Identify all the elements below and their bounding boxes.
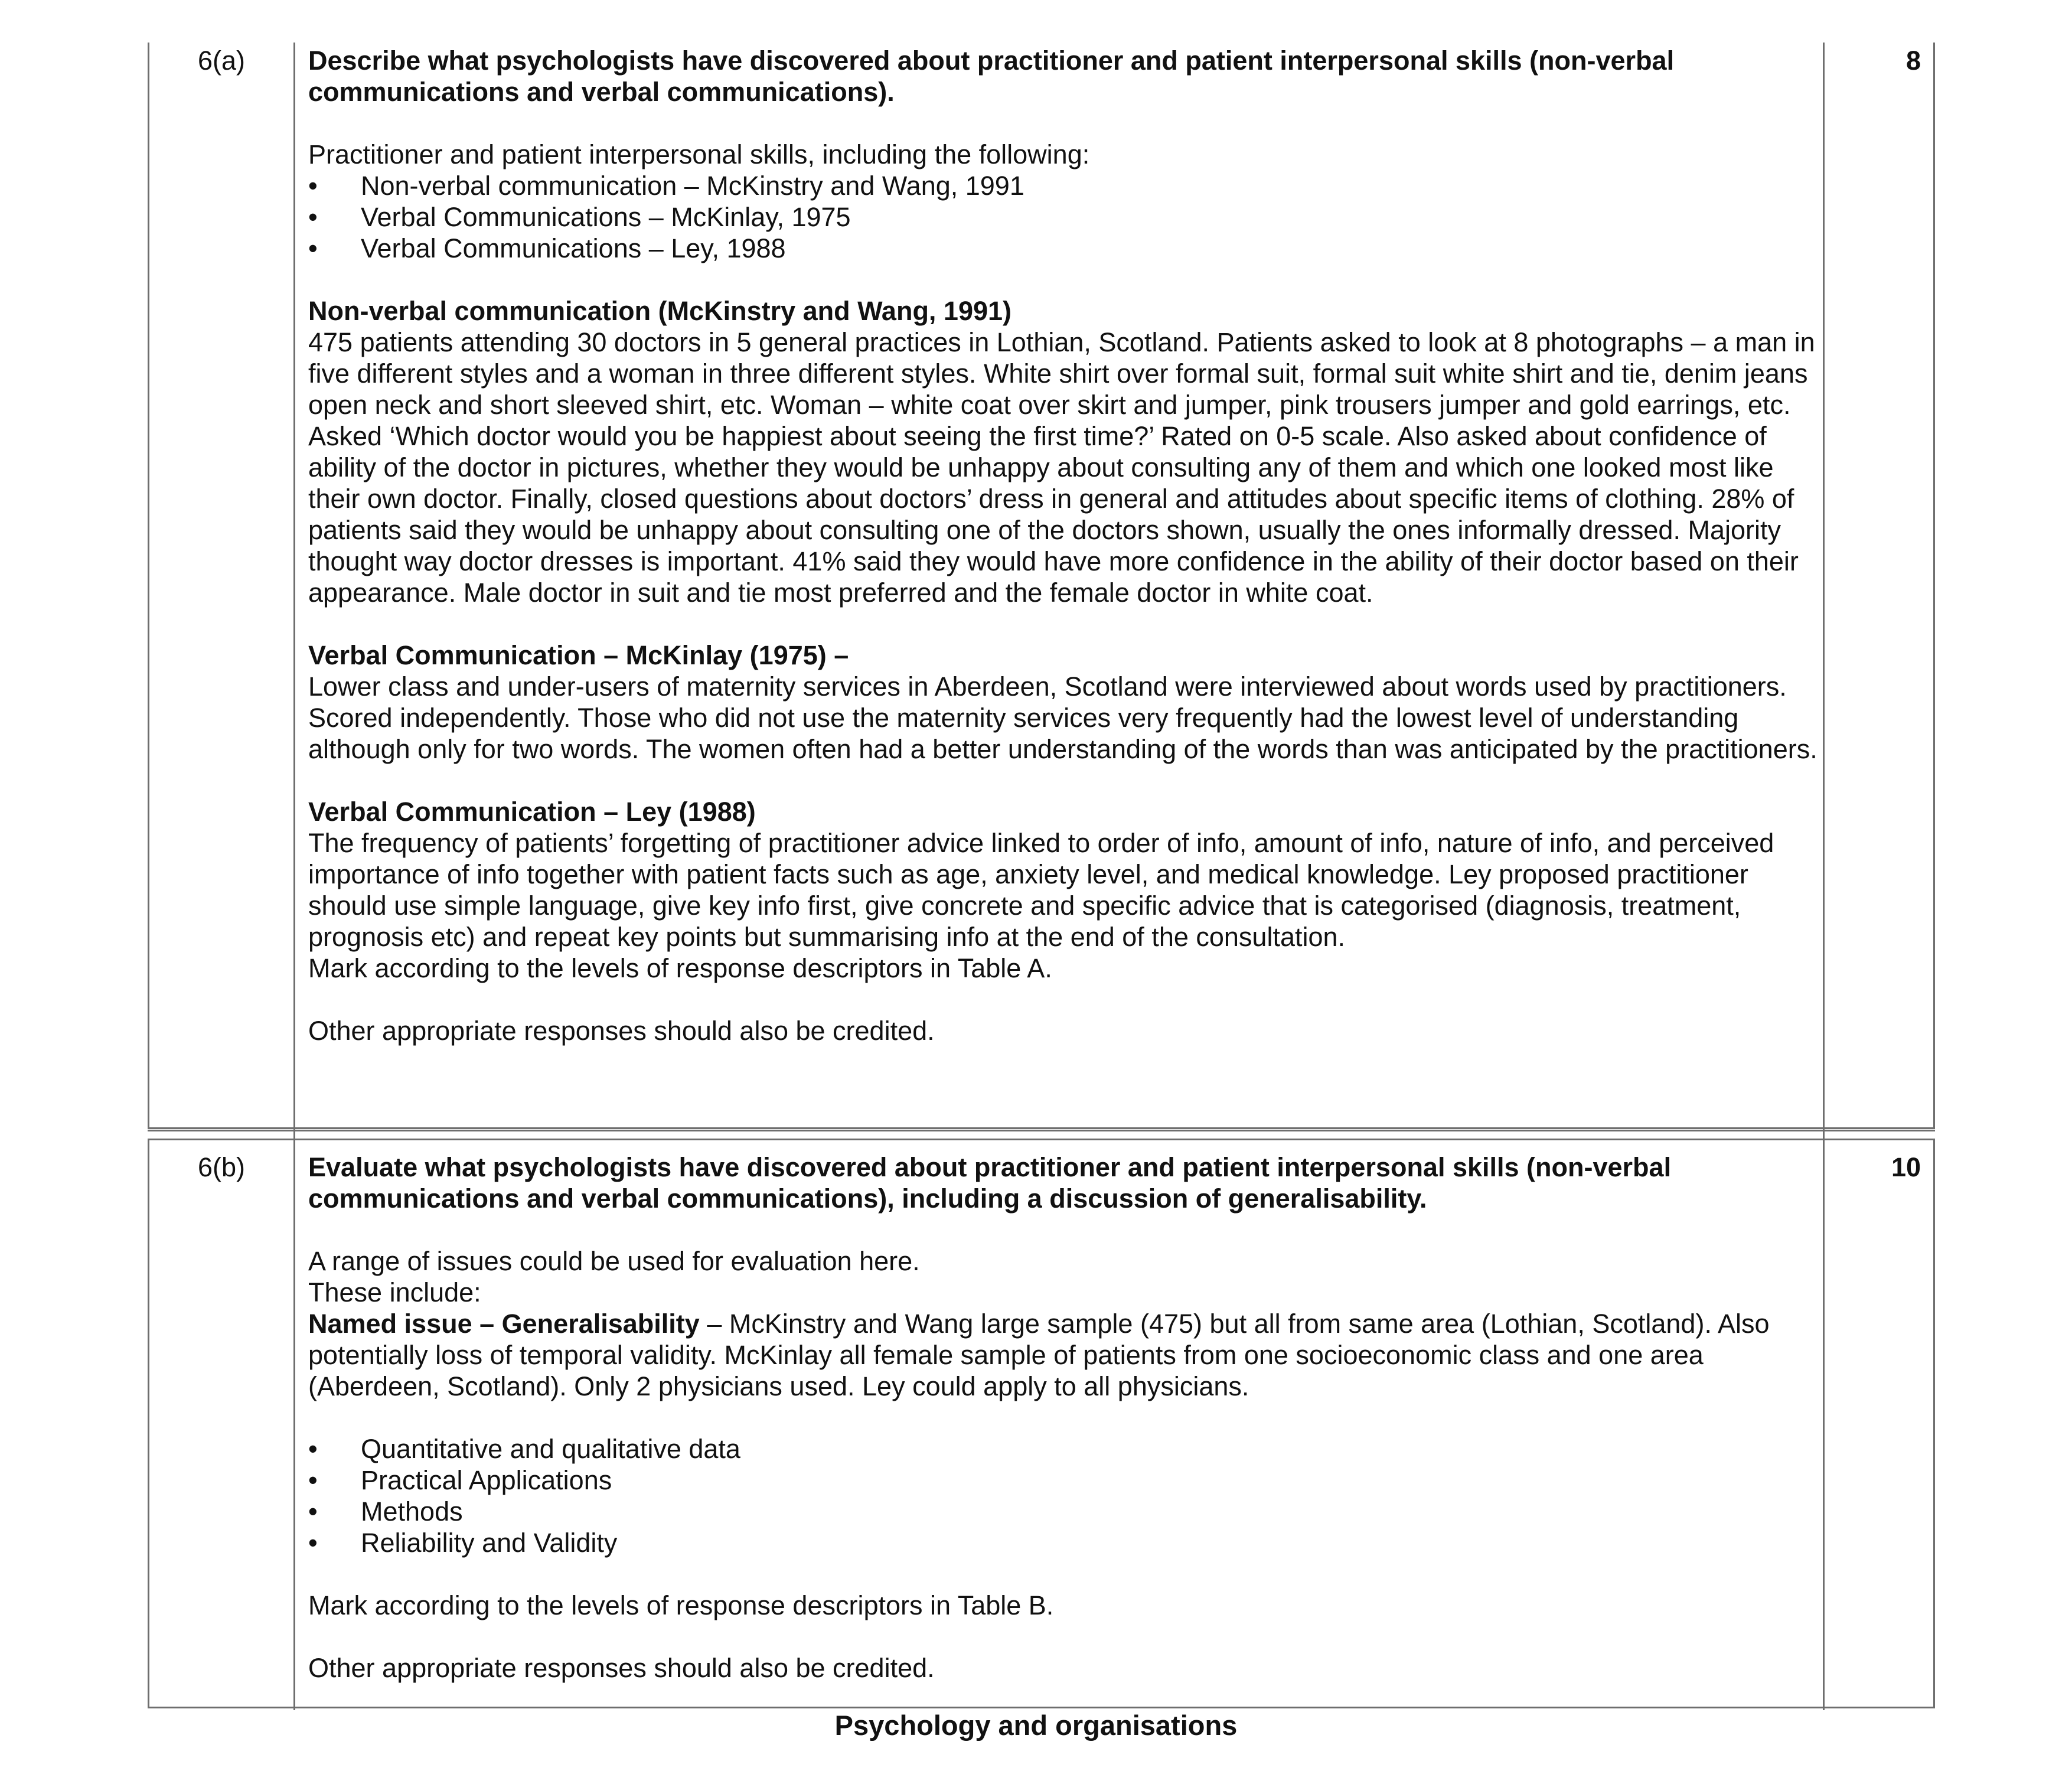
question-text-6a: Describe what psychologists have discovered about practitioner and patient interpersonal skills (non-verbal communications and verbal communications). [308, 45, 1675, 107]
closing-note-6b: Other appropriate responses should also be credited. [308, 1653, 935, 1683]
section-title: Psychology and organisations [834, 1710, 1238, 1741]
section-heading-ley: Verbal Communication – Ley (1988) [308, 797, 756, 827]
bullet-icon: • [308, 171, 318, 201]
column-divider-left-6b [293, 1130, 295, 1710]
intro-line-2-6b: These include: [308, 1277, 481, 1307]
bullet-icon: • [308, 1434, 318, 1464]
bullet-icon: • [308, 1528, 318, 1558]
bullet-list-6a [308, 170, 1820, 264]
list-item: • Methods [308, 1496, 463, 1527]
question-text-6b: Evaluate what psychologists have discovered about practitioner and patient interpersonal skills (non-verbal communications and verbal communications), including a discussion of generalisability. [308, 1152, 1672, 1214]
list-item: • Quantitative and qualitative data [308, 1434, 740, 1464]
intro-line-1-6b: A range of issues could be used for evaluation here. [308, 1246, 920, 1276]
intro-6a: Practitioner and patient interpersonal skills, including the following: [308, 139, 1090, 169]
question-number-6a: 6(a) [197, 45, 246, 76]
section-paragraph: Asked ‘Which doctor would you be happiest about seeing the first time?’ Rated on 0-5 scale. Also asked about confidence of ability of the doctor in pictures, whether they would be unhappy about consulting any of them and which one looked most like their own doctor. Finally, closed questions about doctors’ dress in general and attitudes about specific items of clothing. 28% of patients said they would be unhappy about consulting one of the doctors shown, usually the ones informally dressed. Majority thought way doctor dresses is important. 41% said they would have more confidence in the ability of their doctor based on their appearance. Male doctor in suit and tie most preferred and the female doctor in white coat. [308, 421, 1799, 608]
marks-6a: 8 [1905, 45, 1921, 76]
bullet-icon: • [308, 1465, 318, 1495]
section-heading-mckinlay: Verbal Communication – McKinlay (1975) – [308, 640, 849, 670]
named-issue-paragraph [308, 1308, 1820, 1402]
answer-content-6b [308, 1152, 1820, 1684]
mark-instruction-6b: Mark according to the levels of response descriptors in Table B. [308, 1590, 1054, 1620]
list-item: • Verbal Communications – Ley, 1988 [308, 233, 786, 263]
list-item: • Non-verbal communication – McKinstry and Wang, 1991 [308, 171, 1024, 201]
mark-instruction-6a: Mark according to the levels of response descriptors in Table A. [308, 953, 1052, 983]
list-item: • Reliability and Validity [308, 1528, 618, 1558]
closing-note-6a: Other appropriate responses should also be credited. [308, 1016, 935, 1046]
section-paragraph: Lower class and under-users of maternity services in Aberdeen, Scotland were interviewed about words used by practitioners. Scored independently. Those who did not use the maternity services very frequently had the lowest level of understanding although only for two words. The women often had a better understanding of the words than was anticipated by the practitioners. [308, 671, 1818, 764]
column-divider-right-6a [1823, 43, 1825, 1131]
column-divider-left-6a [293, 43, 295, 1131]
named-issue-label: Named issue – Generalisability [308, 1309, 700, 1339]
column-divider-right-6b [1823, 1130, 1825, 1710]
list-item: • Verbal Communications – McKinlay, 1975 [308, 202, 851, 232]
bullet-list-6b [308, 1433, 1820, 1558]
bullet-icon: • [308, 1496, 318, 1527]
bullet-icon: • [308, 233, 318, 263]
question-number-6b: 6(b) [197, 1152, 246, 1182]
answer-content-6a [308, 45, 1820, 1046]
section-paragraph: 475 patients attending 30 doctors in 5 general practices in Lothian, Scotland. Patients asked to look at 8 photographs – a man in five different styles and a woman in three different styles. White shirt over formal suit, formal suit white shirt and tie, denim jeans open neck and short sleeved shirt, etc. Woman – white coat over skirt and jumper, pink trousers jumper and gold earrings, etc. [308, 327, 1815, 420]
bullet-icon: • [308, 202, 318, 232]
section-paragraph: The frequency of patients’ forgetting of practitioner advice linked to order of info, amount of info, nature of info, and perceived importance of info together with patient facts such as age, anxiety level, and medical knowledge. Ley proposed practitioner should use simple language, give key info first, give concrete and specific advice that is categorised (diagnosis, treatment, prognosis etc) and repeat key points but summarising info at the end of the consultation. [308, 828, 1774, 952]
list-item: • Practical Applications [308, 1465, 612, 1495]
named-issue-text: – McKinstry and Wang large sample (475) but all from same area (Lothian, Scotland). Also potentially loss of temporal validity. McKinlay all female sample of patients from one socioeconomic class and one area (Aberdeen, Scotland). Only 2 physicians used. Ley could apply to all physicians. [308, 1309, 1770, 1401]
section-heading-nonverbal: Non-verbal communication (McKinstry and Wang, 1991) [308, 296, 1012, 326]
row-separator [148, 1130, 1935, 1131]
marks-6b: 10 [1891, 1152, 1921, 1182]
